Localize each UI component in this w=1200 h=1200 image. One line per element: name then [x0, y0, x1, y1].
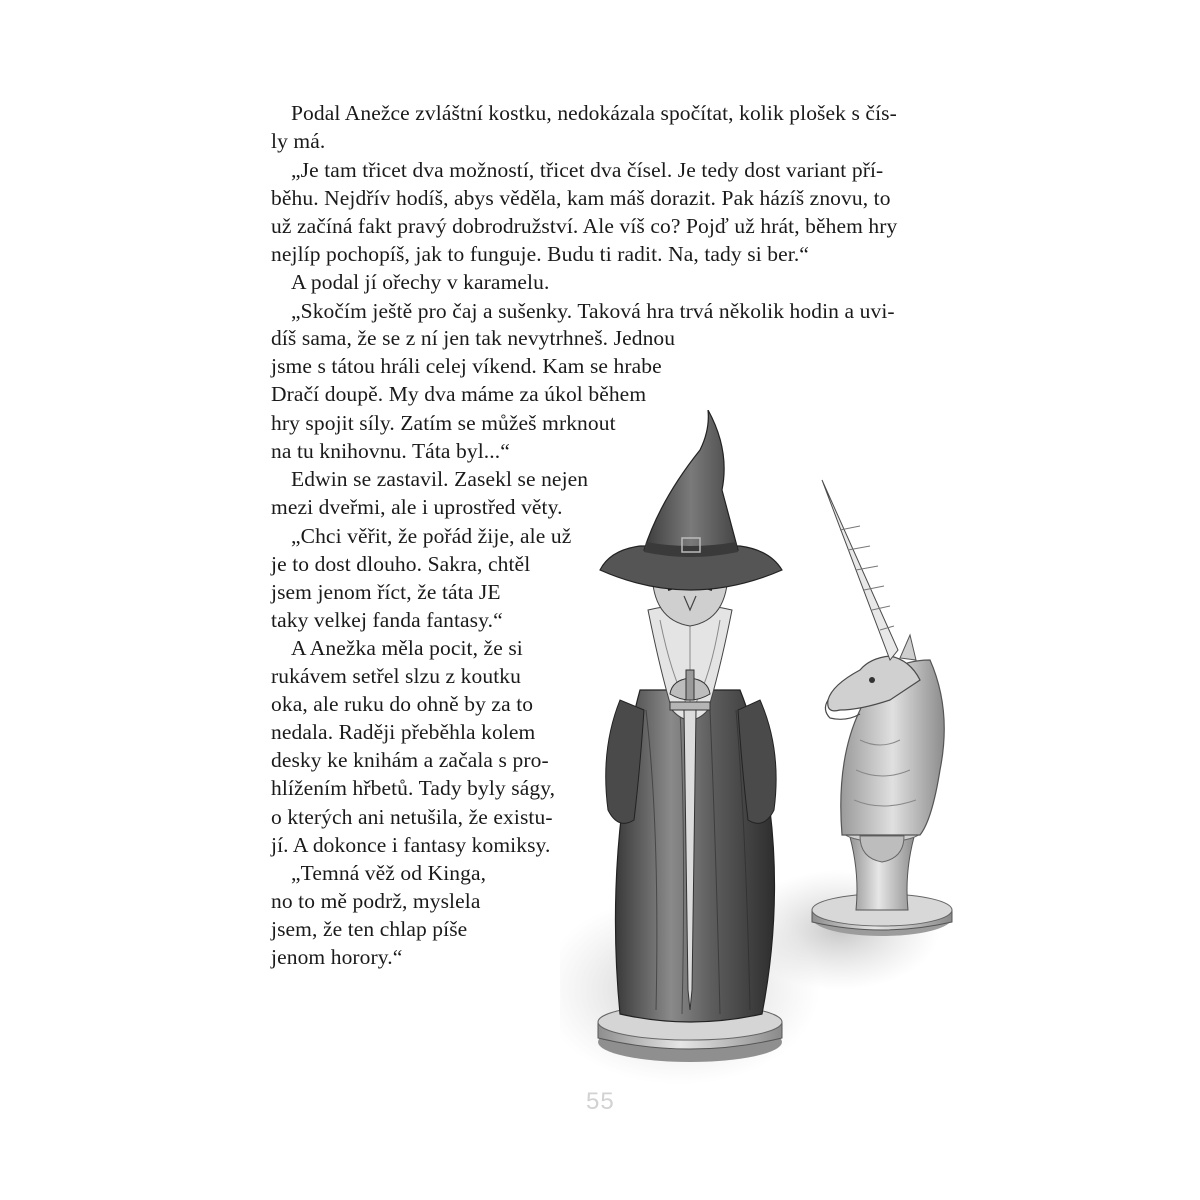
page-number: 55 [586, 1088, 615, 1115]
text-line: jenom horory.“ [271, 945, 403, 969]
text-line: „Skočím ještě pro čaj a sušenky. Taková hra trvá několik hodin a uvi- [291, 299, 895, 323]
text-line: díš sama, že se z ní jen tak nevytrhneš. Jednou [271, 326, 676, 350]
text-line: je to dost dlouho. Sakra, chtěl [271, 552, 531, 576]
wizard-chess-piece [598, 410, 782, 1062]
text-line: jsem, že ten chlap píše [271, 917, 468, 941]
text-line: A Anežka měla pocit, že si [291, 636, 523, 660]
wizard-unicorn-illustration [560, 410, 980, 1090]
text-line: běhu. Nejdřív hodíš, abys věděla, kam máš dorazit. Pak házíš znovu, to [271, 186, 891, 210]
text-line: taky velkej fanda fantasy.“ [271, 608, 503, 632]
text-line: nejlíp pochopíš, jak to funguje. Budu ti radit. Na, tady si ber.“ [271, 242, 809, 266]
text-line: už začíná fakt pravý dobrodružství. Ale víš co? Pojď už hrát, během hry [271, 214, 898, 238]
text-line: hlížením hřbetů. Tady byly ságy, [271, 776, 556, 800]
text-line: A podal jí ořechy v karamelu. [291, 270, 550, 294]
text-line: „Chci věřit, že pořád žije, ale už [291, 524, 572, 548]
text-line: „Je tam třicet dva možností, třicet dva čísel. Je tedy dost variant pří- [291, 158, 884, 182]
text-line: desky ke knihám a začala s pro- [271, 748, 549, 772]
text-line: na tu knihovnu. Táta byl...“ [271, 439, 510, 463]
text-line: mezi dveřmi, ale i uprostřed věty. [271, 495, 563, 519]
text-line: jsem jenom říct, že táta JE [271, 580, 501, 604]
text-line: rukávem setřel slzu z koutku [271, 664, 521, 688]
text-line: oka, ale ruku do ohně by za to [271, 692, 534, 716]
text-line: „Temná věž od Kinga, [291, 861, 487, 885]
text-line: ly má. [271, 129, 326, 153]
text-line: Podal Anežce zvláštní kostku, nedokázala spočítat, kolik plošek s čís- [291, 101, 897, 125]
text-line: no to mě podrž, myslela [271, 889, 481, 913]
unicorn-chess-piece [812, 480, 952, 936]
text-line: Edwin se zastavil. Zasekl se nejen [291, 467, 589, 491]
text-line: nedala. Raději přeběhla kolem [271, 720, 536, 744]
text-line: jsme s tátou hráli celej víkend. Kam se hrabe [271, 354, 662, 378]
text-line: o kterých ani netušila, že existu- [271, 805, 553, 829]
text-line: hry spojit síly. Zatím se můžeš mrknout [271, 411, 616, 435]
text-line: Dračí doupě. My dva máme za úkol během [271, 382, 647, 406]
text-line: jí. A dokonce i fantasy komiksy. [271, 833, 551, 857]
